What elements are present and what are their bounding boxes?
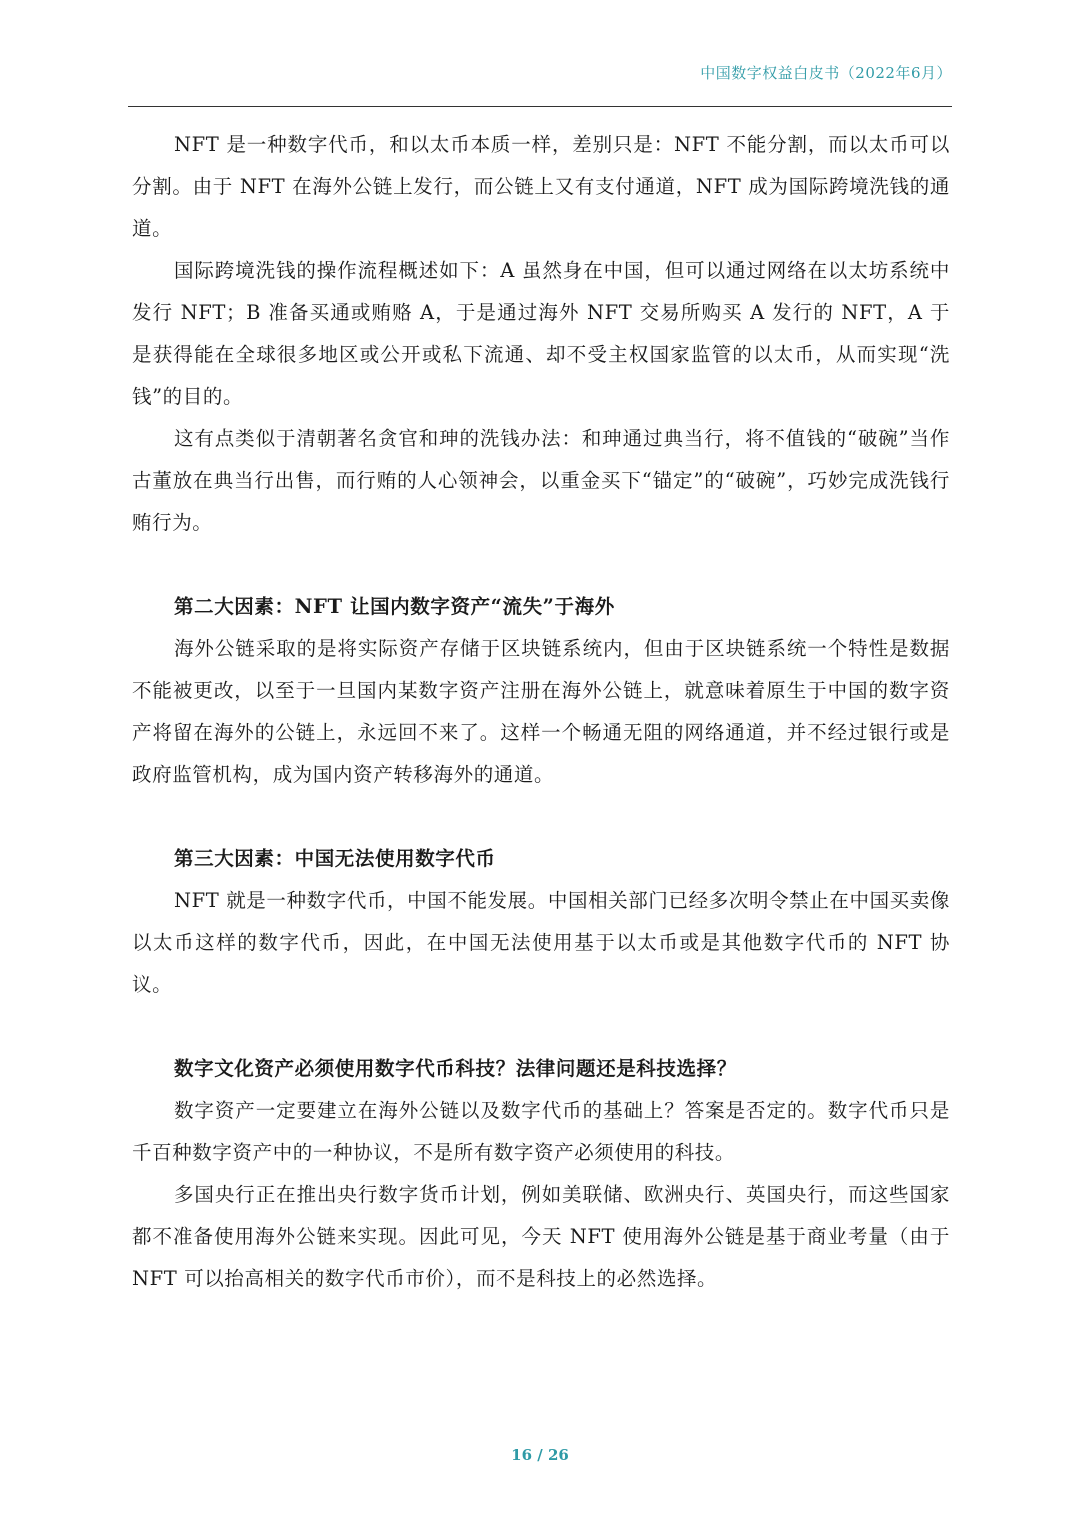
running-header: 中国数字权益白皮书（2022年6月）: [700, 64, 952, 82]
factor2-heading: 第二大因素：NFT 让国内数字资产“流失”于海外: [174, 595, 615, 618]
section-spacer: [132, 544, 950, 586]
factor2-paragraph-1: 海外公链采取的是将实际资产存储于区块链系统内，但由于区块链系统一个特性是数据不能被更改，以至于一旦国内某数字资产注册在海外公链上，就意味着原生于中国的数字资产将留在海外的公链上，永远回不来了。这样一个畅通无阻的网络通道，并不经过银行或是政府监管机构，成为国内资产转移海外的通道。: [132, 637, 950, 786]
page-body: [132, 124, 950, 1300]
header-divider: [128, 106, 952, 107]
section-spacer: [132, 796, 950, 838]
factor3-heading: 第三大因素：中国无法使用数字代币: [174, 847, 496, 870]
question-heading: 数字文化资产必须使用数字代币科技？法律问题还是科技选择？: [174, 1057, 737, 1080]
page-number: 16 / 26: [511, 1446, 569, 1464]
intro-paragraph-2: 国际跨境洗钱的操作流程概述如下：A 虽然身在中国，但可以通过网络在以太坊系统中发行 NFT；B 准备买通或贿赂 A，于是通过海外 NFT 交易所购买 A 发行的 NFT，A 于是获得能在全球很多地区或公开或私下流通、却不受主权国家监管的以太币，从而实现“洗钱”的目的。: [132, 259, 950, 408]
intro-paragraph-1: NFT 是一种数字代币，和以太币本质一样，差别只是：NFT 不能分割，而以太币可以分割。由于 NFT 在海外公链上发行，而公链上又有支付通道，NFT 成为国际跨境洗钱的通道。: [132, 133, 950, 240]
factor3-paragraph-1: NFT 就是一种数字代币，中国不能发展。中国相关部门已经多次明令禁止在中国买卖像以太币这样的数字代币，因此，在中国无法使用基于以太币或是其他数字代币的 NFT 协议。: [132, 889, 950, 996]
section-spacer: [132, 1006, 950, 1048]
intro-paragraph-3: 这有点类似于清朝著名贪官和珅的洗钱办法：和珅通过典当行，将不值钱的“破碗”当作古董放在典当行出售，而行贿的人心领神会，以重金买下“锚定”的“破碗”，巧妙完成洗钱行贿行为。: [132, 427, 950, 534]
question-paragraph-1: 数字资产一定要建立在海外公链以及数字代币的基础上？答案是否定的。数字代币只是千百种数字资产中的一种协议，不是所有数字资产必须使用的科技。: [132, 1099, 950, 1164]
question-paragraph-2: 多国央行正在推出央行数字货币计划，例如美联储、欧洲央行、英国央行，而这些国家都不准备使用海外公链来实现。因此可见，今天 NFT 使用海外公链是基于商业考量（由于 NFT 可以抬高相关的数字代币市价），而不是科技上的必然选择。: [132, 1183, 950, 1290]
